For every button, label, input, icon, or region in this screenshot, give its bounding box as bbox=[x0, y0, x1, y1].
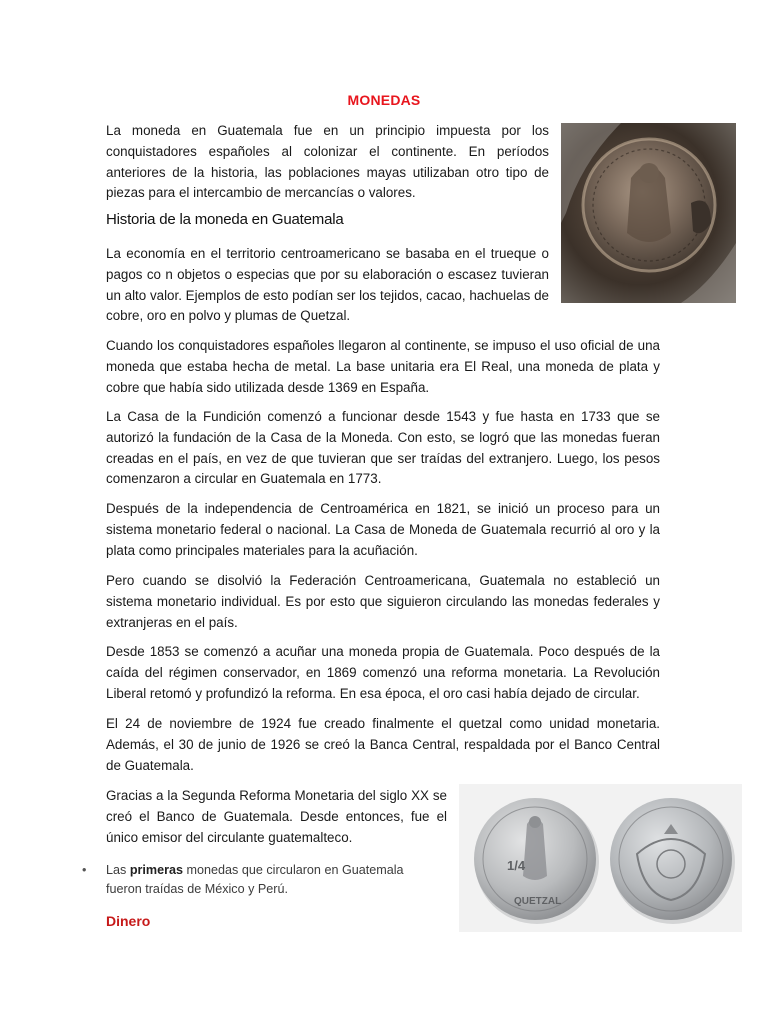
coin-photo-antique bbox=[561, 123, 736, 303]
paragraph-conquistadores: Cuando los conquistadores españoles llegaron al continente, se impuso el uso oficial de una moneda que estaba hecha de metal. La base unitaria era El Real, una moneda de plata y cobre que había sido utilizada desde 1369 en España. bbox=[106, 338, 660, 395]
coin-value: 1/4 bbox=[507, 858, 526, 873]
paragraph-independencia: Después de la independencia de Centroamérica en 1821, se inició un proceso para un sistema monetario federal o nacional. La Casa de Moneda de Guatemala recurrió al oro y la plata como principales materiales para la acuñación. bbox=[106, 501, 660, 558]
coin-name: QUETZAL bbox=[514, 896, 562, 907]
coins-photo bbox=[459, 784, 742, 932]
paragraph-1853: Desde 1853 se comenzó a acuñar una moneda propia de Guatemala. Poco después de la caída del régimen conservador, en 1869 comenzó una reforma monetaria. La Revolución Liberal retomó y profundizó la reforma. En esa época, el oro casi había dejado de circular. bbox=[106, 644, 660, 701]
page-title: MONEDAS bbox=[347, 92, 421, 108]
section-heading: Historia de la moneda en Guatemala bbox=[106, 211, 344, 228]
bullet-icon: • bbox=[82, 863, 87, 877]
bullet-list-item bbox=[82, 861, 427, 899]
paragraph-trueque: La economía en el territorio centroamericano se basaba en el trueque o pagos co n objetos o especias que por su elaboración o escasez tuvieran un alto valor. Ejemplos de esto podían ser los tejidos, cacao, hachuelas de cobre, oro en polvo y plumas de Quetzal. bbox=[106, 246, 549, 324]
two-coins-image bbox=[459, 784, 742, 932]
paragraph-federacion: Pero cuando se disolvió la Federación Centroamericana, Guatemala no estableció un sistema monetario individual. Es por esto que siguieron circulando las monedas federales y extranjeras en el país. bbox=[106, 573, 660, 630]
paragraph-segunda-reforma: Gracias a la Segunda Reforma Monetaria del siglo XX se creó el Banco de Guatemala. Desde entonces, fue el único emisor del circulante guatemalteco. bbox=[106, 788, 447, 845]
dinero-heading: Dinero bbox=[106, 913, 151, 929]
intro-paragraph: La moneda en Guatemala fue en un principio impuesta por los conquistadores españoles al colonizar el continente. En períodos anteriores de la historia, las poblaciones mayas utilizaban otro tipo de piezas para el intercambio de mercancías o valores. bbox=[106, 123, 549, 201]
antique-coin-image bbox=[561, 123, 736, 303]
paragraph-quetzal: El 24 de noviembre de 1924 fue creado finalmente el quetzal como unidad monetaria. Además, el 30 de junio de 1926 se creó la Banca Central, respaldada por el Banco Central de Guatemala. bbox=[106, 716, 660, 773]
paragraph-casa-fundicion: La Casa de la Fundición comenzó a funcionar desde 1543 y fue hasta en 1733 que se autorizó la fundación de la Casa de la Moneda. Con esto, se logró que las monedas fueran creadas en el país, en vez de que tuvieran que ser traídas del extranjero. Luego, los pesos comenzaron a circular en Guatemala en 1773. bbox=[106, 409, 660, 487]
bullet-text: Las primeras monedas que circularon en Guatemala fueron traídas de México y Perú. bbox=[106, 863, 404, 896]
